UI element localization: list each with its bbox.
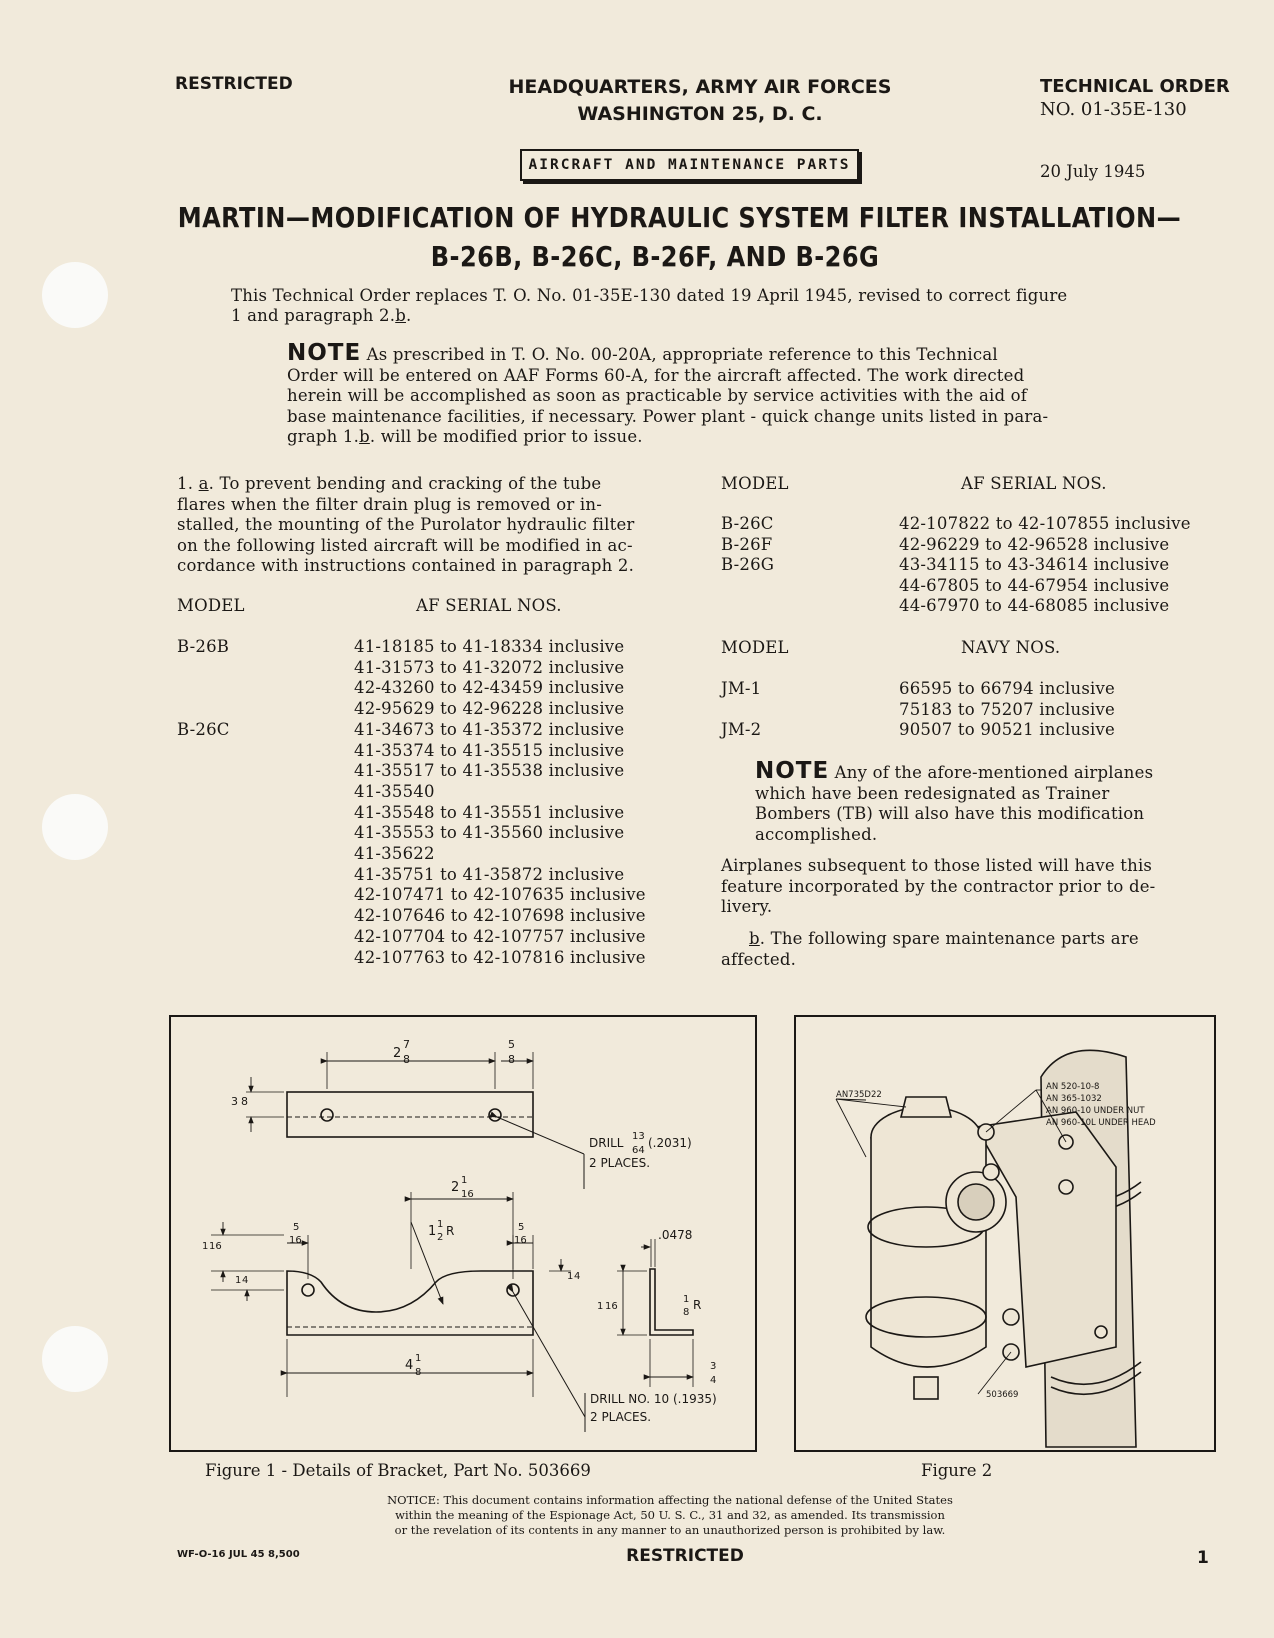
dim-radius-suffix: R: [446, 1224, 455, 1238]
para1a-line-5: cordance with instructions contained in paragraph 2.: [177, 556, 635, 575]
para1b-line-1: . The following spare maintenance parts are: [759, 929, 1139, 948]
dim-hole-right-den: 16: [514, 1235, 527, 1246]
notice-line-3: or the revelation of its contents in any manner to an unauthorized person is prohibited by law.: [394, 1523, 946, 1537]
dim-small-left-den: 4: [242, 1275, 249, 1286]
form-code: WF-O-16 JUL 45 8,500: [177, 1549, 300, 1560]
security-notice: [370, 1493, 970, 1538]
bracket-hole: [489, 1109, 501, 1121]
note1-line-1: As prescribed in T. O. No. 00-20A, appropriate reference to this Technical: [366, 345, 998, 364]
dim-hole-left-den: 16: [289, 1235, 302, 1246]
category-box: AIRCRAFT AND MAINTENANCE PARTS: [520, 149, 859, 181]
drill1-den: 64: [632, 1145, 645, 1156]
restricted-marking-bottom: RESTRICTED: [626, 1546, 744, 1566]
navy-table-model-1: JM-2: [721, 720, 762, 739]
left-table-serial-range: 41-35540: [354, 781, 435, 801]
drill2-places: 2 PLACES.: [590, 1410, 652, 1424]
left-table-model-1: B-26C: [177, 719, 230, 739]
left-table-serial-range: 42-43260 to 42-43459 inclusive: [354, 678, 625, 698]
replaces-sub-ref: b: [395, 306, 406, 325]
dim-small-left-num: 1: [235, 1275, 242, 1286]
dim-bottom-width-num: 1: [415, 1353, 422, 1364]
dim-flange-width-den: 4: [710, 1375, 717, 1386]
dim-mid-width-num: 1: [461, 1175, 468, 1186]
callout-washer-nut: AN 960-10 UNDER NUT: [1046, 1106, 1145, 1116]
drill2-label: DRILL NO. 10 (.1935): [590, 1392, 717, 1406]
dim-top-right-num: 5: [508, 1038, 515, 1051]
dim-flange-height-num: 1: [597, 1301, 604, 1312]
para1a-line-1: . To prevent bending and cracking of the tube: [208, 474, 602, 493]
dim-flange-width-num: 3: [710, 1361, 717, 1372]
dim-thickness: .0478: [658, 1228, 693, 1242]
figure-1-caption: Figure 1 - Details of Bracket, Part No. 503669: [205, 1461, 591, 1480]
dim-hole-right-num: 5: [518, 1222, 525, 1233]
subsequent-paragraph: [721, 856, 1211, 918]
left-table-serial-range: 41-18185 to 41-18334 inclusive: [354, 637, 625, 656]
left-table-header-model: MODEL: [177, 596, 245, 615]
note2-line-4: accomplished.: [755, 824, 878, 844]
note1-line-5-suffix: . will be modified prior to issue.: [369, 427, 643, 446]
dim-top-width-whole: 2: [393, 1046, 402, 1061]
dim-mid-width-whole: 2: [451, 1180, 460, 1195]
note1-sub-ref: b: [359, 427, 370, 446]
figure-1-frame: [169, 1015, 757, 1452]
paragraph-1b: [721, 929, 1211, 970]
right-table-serial-range: 43-34115 to 43-34614 inclusive: [899, 555, 1170, 574]
dim-bend-radius-suffix: R: [693, 1298, 702, 1312]
drill1-value: (.2031): [648, 1136, 692, 1150]
page-number: 1: [1197, 1548, 1209, 1568]
replaces-line-2-text: 1 and paragraph 2.: [231, 306, 396, 325]
restricted-marking-top: RESTRICTED: [175, 74, 293, 94]
note1-line-3: herein will be accomplished as soon as practicable by service activities with the aid of: [287, 386, 1028, 405]
punch-hole: [42, 794, 108, 860]
callout-bracket-part: 503669: [986, 1390, 1019, 1400]
dim-left-height-den: 8: [241, 1095, 248, 1108]
dim-top-width-num: 7: [403, 1038, 410, 1051]
right-table-model-0: B-26C: [721, 514, 774, 533]
right-table-header-serial: AF SERIAL NOS.: [961, 474, 1107, 493]
para1a-line-2: flares when the filter drain plug is removed or in-: [177, 494, 602, 514]
dim-bottom-width-whole: 4: [405, 1358, 414, 1373]
left-table-serial-range: 41-35517 to 41-35538 inclusive: [354, 761, 625, 781]
bracket-plate: [976, 1112, 1116, 1367]
left-table-serial-range: 42-107471 to 42-107635 inclusive: [354, 885, 646, 905]
note2-line-2: which have been redesignated as Trainer: [755, 783, 1110, 803]
publication-date: 20 July 1945: [1040, 162, 1146, 181]
right-table-serial-range: 44-67970 to 44-68085 inclusive: [899, 596, 1170, 615]
dim-side-left-den: 16: [209, 1241, 222, 1252]
left-table-serial-range: 41-34673 to 41-35372 inclusive: [354, 719, 625, 739]
replaces-line-1: This Technical Order replaces T. O. No. 01-35E-130 dated 19 April 1945, revised to correct figure: [231, 286, 1068, 305]
hq-line-1: HEADQUARTERS, ARMY AIR FORCES: [508, 76, 892, 98]
dim-top-right-den: 8: [508, 1053, 515, 1066]
drill1-places: 2 PLACES.: [589, 1156, 651, 1170]
left-table-serial-range: 41-31573 to 41-32072 inclusive: [354, 657, 625, 677]
technical-order-number: [1040, 99, 1187, 120]
note1-line-5-text: graph 1.: [287, 427, 360, 446]
note-block-2: [755, 758, 1185, 845]
dim-bottom-width-den: 8: [415, 1367, 422, 1378]
filter-top-fitting: [901, 1097, 951, 1117]
note2-line-1: Any of the afore-mentioned airplanes: [834, 763, 1154, 782]
dim-bend-radius-den: 8: [683, 1307, 690, 1318]
callout-washer-head: AN 960-10L UNDER HEAD: [1046, 1118, 1156, 1128]
figure-2-caption: Figure 2: [921, 1461, 993, 1480]
subsequent-line-1: Airplanes subsequent to those listed will have this: [721, 856, 1153, 875]
right-table-serial-range: 44-67805 to 44-67954 inclusive: [899, 575, 1170, 595]
left-table-header-serial: AF SERIAL NOS.: [416, 596, 562, 615]
left-table-serial-range: 41-35751 to 41-35872 inclusive: [354, 864, 625, 884]
document-title-line-1: MARTIN—MODIFICATION OF HYDRAULIC SYSTEM FILTER INSTALLATION—: [177, 201, 1182, 234]
bracket-hole: [302, 1284, 314, 1296]
left-table-serial-range: 41-35622: [354, 844, 435, 863]
punch-hole: [42, 262, 108, 328]
paragraph-sub-letter: a: [198, 474, 209, 493]
left-table-model-0: B-26B: [177, 637, 230, 656]
left-table-serial-range: 42-107646 to 42-107698 inclusive: [354, 906, 646, 926]
right-table-model-2: B-26G: [721, 555, 775, 574]
navy-table-model-0: JM-1: [721, 679, 762, 698]
dim-bend-radius-num: 1: [683, 1294, 690, 1305]
document-title-line-2: B-26B, B-26C, B-26F, AND B-26G: [430, 240, 880, 273]
paragraph-sub-letter: b: [749, 929, 760, 948]
bracket-front-view: [287, 1271, 533, 1335]
technical-order-label: TECHNICAL ORDER: [1040, 76, 1230, 97]
note1-line-2: Order will be entered on AAF Forms 60-A, for the aircraft affected. The work directed: [287, 365, 1025, 385]
note-block-1: [287, 340, 1110, 448]
drill1-prefix: DRILL: [589, 1136, 624, 1150]
dim-flange-height-den: 16: [605, 1301, 618, 1312]
bracket-hole: [321, 1109, 333, 1121]
hq-line-2: WASHINGTON 25, D. C.: [577, 103, 823, 125]
callout-bolt: AN 520-10-8: [1046, 1082, 1100, 1092]
dim-top-width-den: 8: [403, 1053, 410, 1066]
left-table-serial-range: 41-35553 to 41-35560 inclusive: [354, 823, 625, 843]
note-label: NOTE: [755, 758, 830, 784]
figure-2-frame: [794, 1015, 1216, 1452]
subsequent-line-3: livery.: [721, 897, 773, 916]
dim-small-right-num: 1: [567, 1271, 574, 1282]
dim-radius-whole: 1: [428, 1224, 437, 1239]
paragraph-number: 1.: [177, 474, 194, 493]
bracket-drawing: [171, 1017, 755, 1450]
dim-hole-left-num: 5: [293, 1222, 300, 1233]
dim-mid-width-den: 16: [461, 1189, 474, 1200]
filter-installation-illustration: [796, 1017, 1214, 1450]
drill1-num: 13: [632, 1131, 645, 1142]
dim-side-left-num: 1: [202, 1241, 209, 1252]
note1-line-5: [287, 427, 1110, 448]
note-label: NOTE: [287, 340, 362, 366]
right-table-serial-range: 42-96229 to 42-96528 inclusive: [899, 534, 1170, 554]
left-table-serial-range: 41-35374 to 41-35515 inclusive: [354, 740, 625, 760]
navy-table-header-model: MODEL: [721, 638, 789, 657]
technical-order-number-text: NO. 01-35E-130: [1040, 99, 1187, 120]
subsequent-line-2: feature incorporated by the contractor prior to de-: [721, 876, 1156, 896]
replaces-line-2-suffix: .: [405, 306, 412, 325]
dim-radius-num: 1: [437, 1219, 444, 1230]
navy-table-header-serial: NAVY NOS.: [961, 638, 1061, 657]
navy-table-serial-range: 66595 to 66794 inclusive: [899, 679, 1115, 698]
left-table-serial-range: 42-107763 to 42-107816 inclusive: [354, 947, 646, 967]
notice-line-2: within the meaning of the Espionage Act, 50 U. S. C., 31 and 32, as amended. Its transmission: [395, 1508, 945, 1522]
replaces-line-2: [231, 306, 411, 327]
paragraph-1a: [177, 474, 677, 577]
left-table-serial-range: 42-95629 to 42-96228 inclusive: [354, 699, 625, 719]
note2-line-3: Bombers (TB) will also have this modification: [755, 804, 1145, 823]
right-table-serial-range: 42-107822 to 42-107855 inclusive: [899, 514, 1191, 533]
notice-line-1: NOTICE: This document contains information affecting the national defense of the United States: [387, 1493, 953, 1507]
drain-plug: [914, 1377, 938, 1399]
dim-small-right-den: 4: [574, 1271, 581, 1282]
note1-line-4: base maintenance facilities, if necessary. Power plant - quick change units listed in para-: [287, 406, 1049, 426]
right-table-model-1: B-26F: [721, 534, 773, 554]
para1a-line-4: on the following listed aircraft will be modified in ac-: [177, 535, 633, 555]
left-table-serial-range: 41-35548 to 41-35551 inclusive: [354, 802, 625, 822]
right-table-header-model: MODEL: [721, 474, 789, 493]
left-table-serial-range: 42-107704 to 42-107757 inclusive: [354, 926, 646, 946]
bracket-top-view: [287, 1092, 533, 1137]
callout-nut: AN 365-1032: [1046, 1094, 1102, 1104]
para1b-line-2: affected.: [721, 949, 797, 969]
dim-left-height-num: 3: [231, 1095, 238, 1108]
navy-table-serial-range: 75183 to 75207 inclusive: [899, 699, 1115, 719]
punch-hole: [42, 1326, 108, 1392]
bracket-hole: [507, 1284, 519, 1296]
navy-table-serial-range: 90507 to 90521 inclusive: [899, 720, 1115, 739]
callout-filter-fitting: AN735D22: [836, 1090, 882, 1100]
para1a-line-3: stalled, the mounting of the Purolator hydraulic filter: [177, 515, 635, 534]
dim-radius-den: 2: [437, 1232, 444, 1243]
